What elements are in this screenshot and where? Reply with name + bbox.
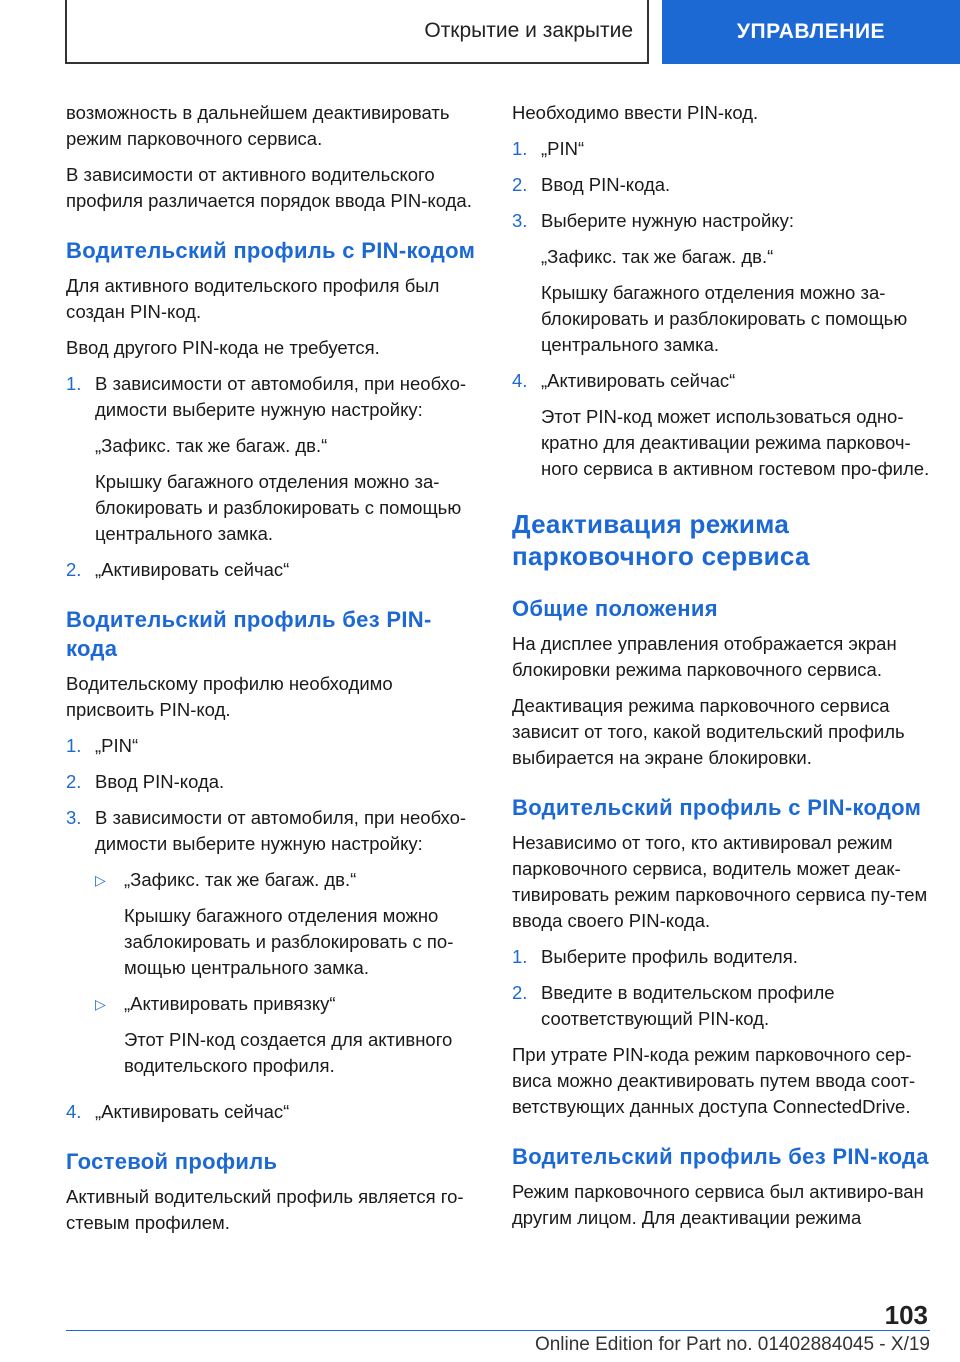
- paragraph: Необходимо ввести PIN-код.: [512, 102, 759, 123]
- list-item: [66, 805, 482, 1089]
- list-item: [66, 1099, 482, 1125]
- step-text: Выберите нужную настройку:: [541, 210, 794, 231]
- list-item: [512, 136, 930, 162]
- list-item: [512, 172, 930, 198]
- option-label: „Зафикс. так же багаж. дв.“: [95, 435, 328, 456]
- step-number: 3.: [512, 210, 528, 231]
- header-chapter-tab[interactable]: [662, 0, 960, 64]
- triangle-bullet-icon: ▷: [95, 996, 106, 1012]
- paragraph: Водительскому профилю необходимо присвоить PIN-код.: [66, 673, 393, 720]
- bullet-item: [95, 991, 482, 1079]
- list-item: [66, 733, 482, 759]
- step-text: „Активировать сейчас“: [95, 559, 290, 580]
- paragraph: возможность в дальнейшем деактивировать режим парковочного сервиса.: [66, 102, 450, 149]
- heading-profile-without-pin: Водительский профиль без PIN-кода: [66, 607, 432, 661]
- step-number: 2.: [512, 982, 528, 1003]
- heading-deactivation: Деактивация режима парковочного сервиса: [512, 509, 810, 571]
- list-item: [66, 769, 482, 795]
- option-description: Этот PIN-код создается для активного водительского профиля.: [124, 1029, 453, 1076]
- right-column: [512, 100, 930, 1241]
- paragraph: В зависимости от активного водительского профиля различается порядок ввода PIN-кода.: [66, 164, 472, 211]
- list-item: [66, 371, 482, 547]
- step-number: 4.: [512, 370, 528, 391]
- step-number: 2.: [66, 771, 82, 792]
- paragraph: Ввод другого PIN-кода не требуется.: [66, 337, 380, 358]
- footer-divider: [66, 1330, 930, 1331]
- section-title-text: Открытие и закрытие: [424, 19, 633, 42]
- paragraph: Активный водительский профиль является го-стевым профилем.: [66, 1186, 464, 1233]
- list-item: [512, 944, 930, 970]
- heading-guest-profile: Гостевой профиль: [66, 1149, 278, 1174]
- step-number: 1.: [512, 946, 528, 967]
- paragraph: На дисплее управления отображается экран блокировки режима парковочного сервиса.: [512, 633, 897, 680]
- step-text: Ввод PIN-кода.: [541, 174, 671, 195]
- list-item: [512, 208, 930, 358]
- option-label: „Активировать привязку“: [124, 993, 336, 1014]
- step-number: 2.: [66, 559, 82, 580]
- paragraph: Деактивация режима парковочного сервиса зависит от того, какой водительский профиль выбирается на экране блокировки.: [512, 695, 905, 768]
- header-section-title: [65, 0, 649, 64]
- step-number: 1.: [66, 735, 82, 756]
- list-item: [512, 368, 930, 482]
- heading-profile-with-pin: Водительский профиль с PIN-кодом: [512, 795, 922, 820]
- list-item: [512, 980, 930, 1032]
- paragraph: Независимо от того, кто активировал режим парковочного сервиса, водитель может деак-тивировать режим парковочного сервиса пу-тем ввода своего PIN-кода.: [512, 832, 928, 931]
- page-number: 103: [884, 1300, 928, 1330]
- option-description: Крышку багажного отделения можно за-блокировать и разблокировать с помощью центрального замка.: [95, 471, 462, 544]
- step-number: 1.: [66, 373, 82, 394]
- option-description: Крышку багажного отделения можно за-блокировать и разблокировать с помощью центрального замка.: [541, 282, 908, 355]
- left-column: [66, 100, 482, 1246]
- step-text: „Активировать сейчас“: [95, 1101, 290, 1122]
- step-number: 1.: [512, 138, 528, 159]
- step-text: „PIN“: [541, 138, 585, 159]
- paragraph: При утрате PIN-кода режим парковочного сер-виса можно деактивировать путем ввода соот-ветствующих данных доступа ConnectedDrive.: [512, 1044, 916, 1117]
- step-text: Введите в водительском профиле соответствующий PIN-код.: [541, 982, 835, 1029]
- step-text: „Активировать сейчас“: [541, 370, 736, 391]
- option-label: „Зафикс. так же багаж. дв.“: [541, 246, 774, 267]
- option-label: „Зафикс. так же багаж. дв.“: [124, 869, 357, 890]
- option-description: Этот PIN-код может использоваться одно-кратно для деактивации режима парковоч-ного сервиса в активном гостевом про-филе.: [541, 406, 930, 479]
- paragraph: Режим парковочного сервиса был активиро-ван другим лицом. Для деактивации режима: [512, 1181, 924, 1228]
- paragraph: Для активного водительского профиля был создан PIN-код.: [66, 275, 440, 322]
- option-description: Крышку багажного отделения можно заблокировать и разблокировать с по-мощью центрального замка.: [124, 905, 454, 978]
- footer-edition[interactable]: Online Edition for Part no. 01402884045 - X/19: [534, 1334, 930, 1355]
- step-text: В зависимости от автомобиля, при необхо-димости выберите нужную настройку:: [95, 373, 467, 420]
- heading-profile-without-pin: Водительский профиль без PIN-кода: [512, 1144, 929, 1169]
- step-text: „PIN“: [95, 735, 139, 756]
- list-item: [66, 557, 482, 583]
- step-text: Ввод PIN-кода.: [95, 771, 225, 792]
- step-number: 2.: [512, 174, 528, 195]
- step-number: 4.: [66, 1101, 82, 1122]
- step-text: Выберите профиль водителя.: [541, 946, 798, 967]
- step-number: 3.: [66, 807, 82, 828]
- chapter-title-text: УПРАВЛЕНИЕ: [736, 20, 886, 43]
- step-text: В зависимости от автомобиля, при необхо-димости выберите нужную настройку:: [95, 807, 467, 854]
- heading-profile-with-pin: Водительский профиль с PIN-кодом: [66, 238, 476, 263]
- triangle-bullet-icon: ▷: [95, 872, 106, 888]
- bullet-item: [95, 867, 482, 981]
- heading-general: Общие положения: [512, 596, 718, 621]
